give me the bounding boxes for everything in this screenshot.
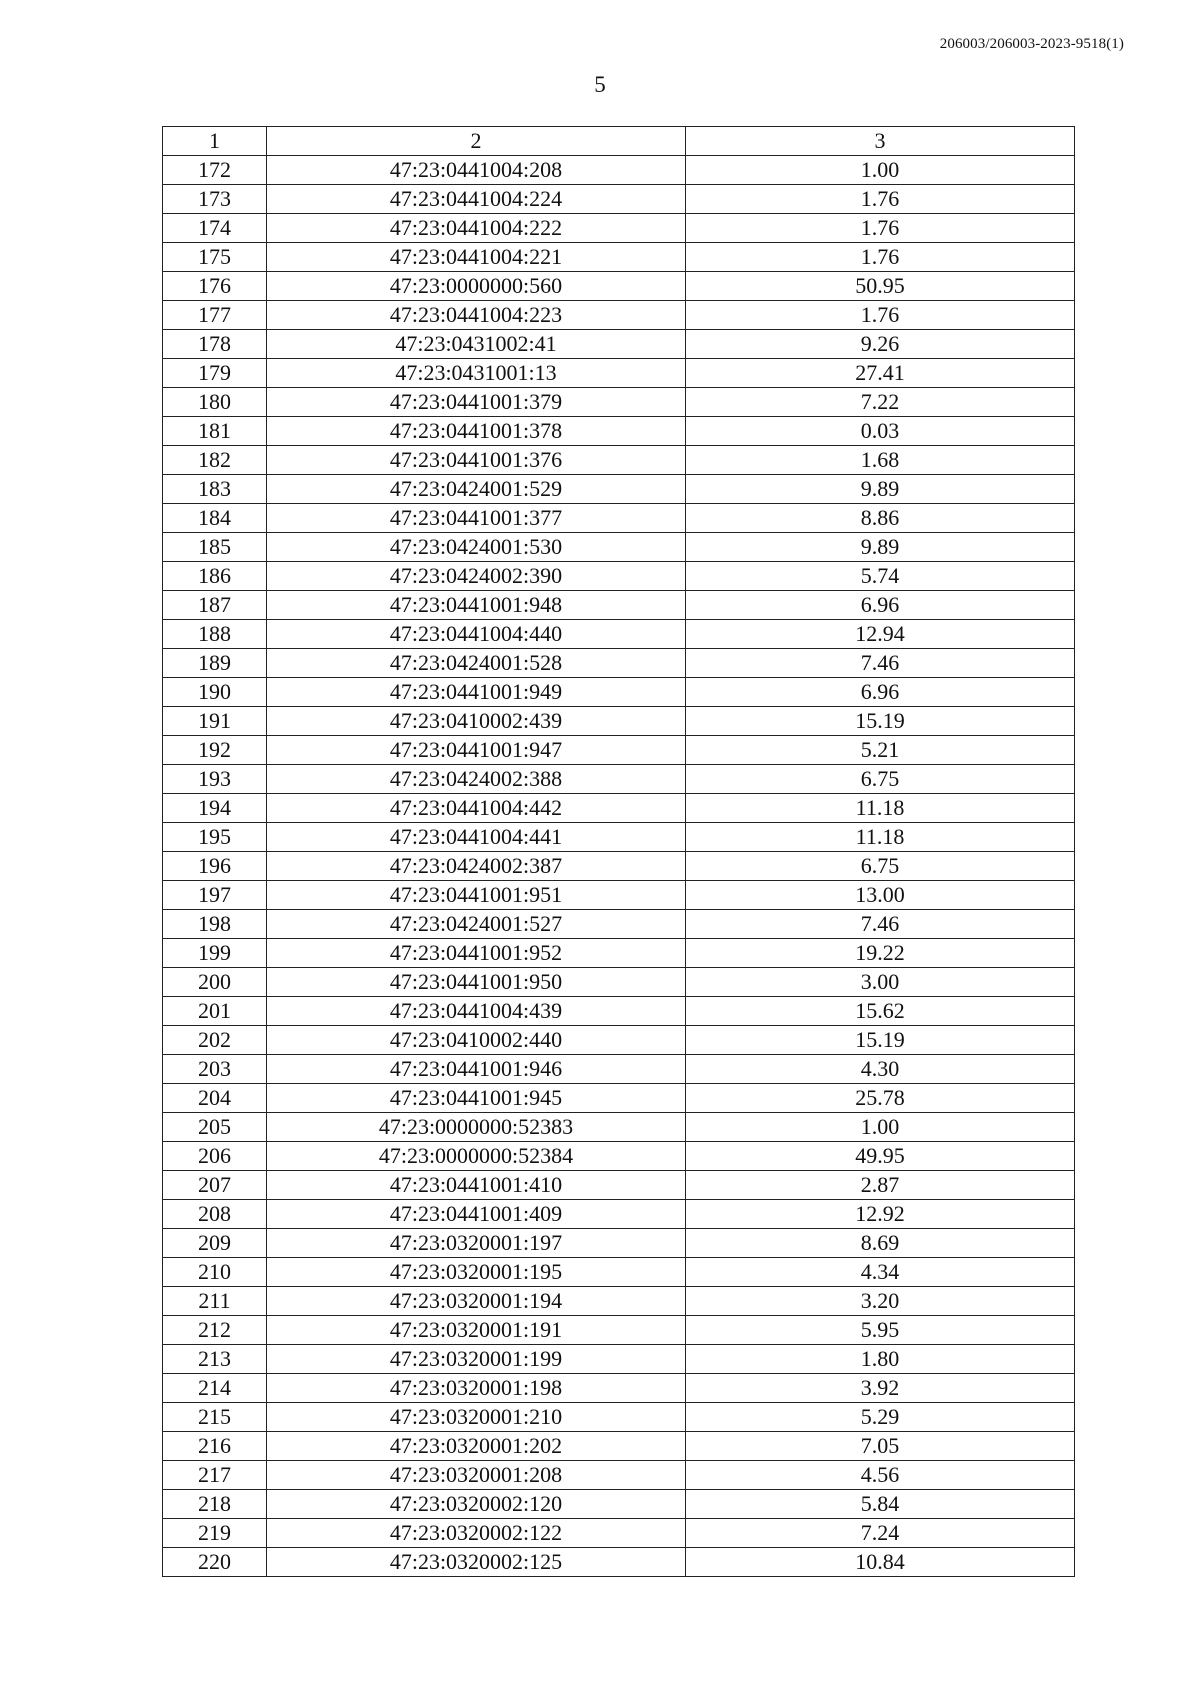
row-number-cell: 189 [163, 649, 267, 678]
row-number-cell: 195 [163, 823, 267, 852]
cadastral-number-cell: 47:23:0424002:387 [267, 852, 686, 881]
row-number-cell: 191 [163, 707, 267, 736]
row-number-cell: 188 [163, 620, 267, 649]
value-cell: 1.00 [686, 156, 1075, 185]
table-row [163, 852, 1075, 881]
value-cell: 3.20 [686, 1287, 1075, 1316]
cadastral-number-cell: 47:23:0441001:377 [267, 504, 686, 533]
cadastral-number-cell: 47:23:0441004:440 [267, 620, 686, 649]
row-number-cell: 216 [163, 1432, 267, 1461]
value-cell: 5.21 [686, 736, 1075, 765]
table-row [163, 1519, 1075, 1548]
value-cell: 5.95 [686, 1316, 1075, 1345]
table-row [163, 997, 1075, 1026]
table-row [163, 156, 1075, 185]
row-number-cell: 187 [163, 591, 267, 620]
cadastral-number-cell: 47:23:0441004:222 [267, 214, 686, 243]
cadastral-number-cell: 47:23:0424002:388 [267, 765, 686, 794]
table-row [163, 1345, 1075, 1374]
value-cell: 11.18 [686, 823, 1075, 852]
table-row [163, 620, 1075, 649]
table-row [163, 736, 1075, 765]
value-cell: 0.03 [686, 417, 1075, 446]
header-row [163, 127, 1075, 156]
value-cell: 8.86 [686, 504, 1075, 533]
table-row [163, 1171, 1075, 1200]
table-row [163, 823, 1075, 852]
cadastral-number-cell: 47:23:0410002:439 [267, 707, 686, 736]
table-row [163, 1026, 1075, 1055]
row-number-cell: 205 [163, 1113, 267, 1142]
value-cell: 1.68 [686, 446, 1075, 475]
row-number-cell: 180 [163, 388, 267, 417]
row-number-cell: 183 [163, 475, 267, 504]
cadastral-number-cell: 47:23:0424001:527 [267, 910, 686, 939]
value-cell: 49.95 [686, 1142, 1075, 1171]
table-row [163, 1461, 1075, 1490]
table-header [163, 127, 1075, 156]
row-number-cell: 186 [163, 562, 267, 591]
value-cell: 6.75 [686, 765, 1075, 794]
cadastral-number-cell: 47:23:0441001:379 [267, 388, 686, 417]
value-cell: 5.74 [686, 562, 1075, 591]
row-number-cell: 184 [163, 504, 267, 533]
table-row [163, 446, 1075, 475]
row-number-cell: 219 [163, 1519, 267, 1548]
page-number: 5 [594, 72, 606, 97]
column-header-2: 2 [267, 127, 686, 156]
cadastral-number-cell: 47:23:0441004:223 [267, 301, 686, 330]
row-number-cell: 193 [163, 765, 267, 794]
row-number-cell: 190 [163, 678, 267, 707]
table-row [163, 475, 1075, 504]
cadastral-number-cell: 47:23:0441001:947 [267, 736, 686, 765]
table-row [163, 591, 1075, 620]
value-cell: 1.76 [686, 301, 1075, 330]
row-number-cell: 207 [163, 1171, 267, 1200]
value-cell: 7.22 [686, 388, 1075, 417]
row-number-cell: 214 [163, 1374, 267, 1403]
cadastral-number-cell: 47:23:0000000:52384 [267, 1142, 686, 1171]
column-header-3: 3 [686, 127, 1075, 156]
value-cell: 13.00 [686, 881, 1075, 910]
value-cell: 7.46 [686, 649, 1075, 678]
cadastral-number-cell: 47:23:0441004:441 [267, 823, 686, 852]
value-cell: 4.34 [686, 1258, 1075, 1287]
cadastral-number-cell: 47:23:0424001:530 [267, 533, 686, 562]
row-number-cell: 198 [163, 910, 267, 939]
row-number-cell: 212 [163, 1316, 267, 1345]
cadastral-number-cell: 47:23:0320002:120 [267, 1490, 686, 1519]
table-row [163, 359, 1075, 388]
value-cell: 10.84 [686, 1548, 1075, 1577]
table-row [163, 1229, 1075, 1258]
value-cell: 5.29 [686, 1403, 1075, 1432]
row-number-cell: 220 [163, 1548, 267, 1577]
value-cell: 1.76 [686, 185, 1075, 214]
value-cell: 9.89 [686, 533, 1075, 562]
cadastral-number-cell: 47:23:0441004:439 [267, 997, 686, 1026]
row-number-cell: 215 [163, 1403, 267, 1432]
table-row [163, 1548, 1075, 1577]
row-number-cell: 202 [163, 1026, 267, 1055]
value-cell: 3.92 [686, 1374, 1075, 1403]
cadastral-table [162, 126, 1075, 1577]
row-number-cell: 203 [163, 1055, 267, 1084]
cadastral-number-cell: 47:23:0441001:409 [267, 1200, 686, 1229]
row-number-cell: 194 [163, 794, 267, 823]
table-row [163, 417, 1075, 446]
table-body [163, 156, 1075, 1577]
row-number-cell: 199 [163, 939, 267, 968]
value-cell: 15.19 [686, 707, 1075, 736]
value-cell: 9.89 [686, 475, 1075, 504]
cadastral-number-cell: 47:23:0431002:41 [267, 330, 686, 359]
row-number-cell: 200 [163, 968, 267, 997]
table-row [163, 330, 1075, 359]
table-row [163, 388, 1075, 417]
table-row [163, 272, 1075, 301]
table-row [163, 1200, 1075, 1229]
table-row [163, 1316, 1075, 1345]
cadastral-number-cell: 47:23:0441001:949 [267, 678, 686, 707]
cadastral-number-cell: 47:23:0441004:221 [267, 243, 686, 272]
cadastral-number-cell: 47:23:0320001:199 [267, 1345, 686, 1374]
row-number-cell: 213 [163, 1345, 267, 1374]
table-row [163, 1287, 1075, 1316]
table-row [163, 1403, 1075, 1432]
value-cell: 15.62 [686, 997, 1075, 1026]
table-row [163, 649, 1075, 678]
value-cell: 15.19 [686, 1026, 1075, 1055]
table-row [163, 1055, 1075, 1084]
table-row [163, 504, 1075, 533]
value-cell: 8.69 [686, 1229, 1075, 1258]
row-number-cell: 175 [163, 243, 267, 272]
cadastral-number-cell: 47:23:0441001:378 [267, 417, 686, 446]
cadastral-number-cell: 47:23:0320001:198 [267, 1374, 686, 1403]
table-row [163, 881, 1075, 910]
value-cell: 12.94 [686, 620, 1075, 649]
cadastral-number-cell: 47:23:0441001:948 [267, 591, 686, 620]
row-number-cell: 209 [163, 1229, 267, 1258]
cadastral-number-cell: 47:23:0320001:191 [267, 1316, 686, 1345]
cadastral-number-cell: 47:23:0320002:122 [267, 1519, 686, 1548]
cadastral-number-cell: 47:23:0000000:560 [267, 272, 686, 301]
row-number-cell: 176 [163, 272, 267, 301]
row-number-cell: 182 [163, 446, 267, 475]
table-row [163, 1258, 1075, 1287]
cadastral-number-cell: 47:23:0320001:195 [267, 1258, 686, 1287]
table-row [163, 562, 1075, 591]
value-cell: 6.75 [686, 852, 1075, 881]
value-cell: 5.84 [686, 1490, 1075, 1519]
table-row [163, 939, 1075, 968]
cadastral-number-cell: 47:23:0441001:951 [267, 881, 686, 910]
value-cell: 7.05 [686, 1432, 1075, 1461]
value-cell: 2.87 [686, 1171, 1075, 1200]
value-cell: 12.92 [686, 1200, 1075, 1229]
value-cell: 25.78 [686, 1084, 1075, 1113]
row-number-cell: 204 [163, 1084, 267, 1113]
cadastral-number-cell: 47:23:0320002:125 [267, 1548, 686, 1577]
table-row [163, 214, 1075, 243]
value-cell: 7.24 [686, 1519, 1075, 1548]
row-number-cell: 206 [163, 1142, 267, 1171]
row-number-cell: 218 [163, 1490, 267, 1519]
row-number-cell: 208 [163, 1200, 267, 1229]
cadastral-number-cell: 47:23:0441004:208 [267, 156, 686, 185]
table-row [163, 1142, 1075, 1171]
table-row [163, 765, 1075, 794]
cadastral-number-cell: 47:23:0441001:945 [267, 1084, 686, 1113]
row-number-cell: 201 [163, 997, 267, 1026]
row-number-cell: 174 [163, 214, 267, 243]
cadastral-number-cell: 47:23:0424001:529 [267, 475, 686, 504]
value-cell: 7.46 [686, 910, 1075, 939]
table-row [163, 243, 1075, 272]
row-number-cell: 172 [163, 156, 267, 185]
table-row [163, 1113, 1075, 1142]
value-cell: 4.30 [686, 1055, 1075, 1084]
cadastral-number-cell: 47:23:0441001:946 [267, 1055, 686, 1084]
cadastral-number-cell: 47:23:0441001:950 [267, 968, 686, 997]
table-row [163, 1432, 1075, 1461]
row-number-cell: 181 [163, 417, 267, 446]
table-row [163, 1490, 1075, 1519]
document-reference: 206003/206003-2023-9518(1) [939, 36, 1124, 52]
cadastral-number-cell: 47:23:0320001:197 [267, 1229, 686, 1258]
value-cell: 19.22 [686, 939, 1075, 968]
row-number-cell: 192 [163, 736, 267, 765]
value-cell: 4.56 [686, 1461, 1075, 1490]
cadastral-number-cell: 47:23:0410002:440 [267, 1026, 686, 1055]
column-header-1: 1 [163, 127, 267, 156]
table-row [163, 910, 1075, 939]
row-number-cell: 177 [163, 301, 267, 330]
value-cell: 9.26 [686, 330, 1075, 359]
value-cell: 6.96 [686, 678, 1075, 707]
value-cell: 1.00 [686, 1113, 1075, 1142]
value-cell: 1.76 [686, 243, 1075, 272]
row-number-cell: 173 [163, 185, 267, 214]
row-number-cell: 178 [163, 330, 267, 359]
value-cell: 6.96 [686, 591, 1075, 620]
table-row [163, 301, 1075, 330]
table-row [163, 678, 1075, 707]
cadastral-number-cell: 47:23:0424002:390 [267, 562, 686, 591]
table-row [163, 185, 1075, 214]
row-number-cell: 210 [163, 1258, 267, 1287]
cadastral-number-cell: 47:23:0320001:210 [267, 1403, 686, 1432]
cadastral-number-cell: 47:23:0320001:208 [267, 1461, 686, 1490]
cadastral-number-cell: 47:23:0000000:52383 [267, 1113, 686, 1142]
cadastral-number-cell: 47:23:0441001:376 [267, 446, 686, 475]
value-cell: 11.18 [686, 794, 1075, 823]
row-number-cell: 185 [163, 533, 267, 562]
value-cell: 27.41 [686, 359, 1075, 388]
cadastral-number-cell: 47:23:0441004:442 [267, 794, 686, 823]
row-number-cell: 197 [163, 881, 267, 910]
cadastral-number-cell: 47:23:0431001:13 [267, 359, 686, 388]
value-cell: 1.80 [686, 1345, 1075, 1374]
cadastral-number-cell: 47:23:0441001:952 [267, 939, 686, 968]
cadastral-number-cell: 47:23:0424001:528 [267, 649, 686, 678]
table-row [163, 533, 1075, 562]
value-cell: 1.76 [686, 214, 1075, 243]
value-cell: 3.00 [686, 968, 1075, 997]
table-row [163, 794, 1075, 823]
table-row [163, 707, 1075, 736]
table-row [163, 1374, 1075, 1403]
cadastral-number-cell: 47:23:0320001:202 [267, 1432, 686, 1461]
row-number-cell: 217 [163, 1461, 267, 1490]
row-number-cell: 179 [163, 359, 267, 388]
table-row [163, 1084, 1075, 1113]
row-number-cell: 211 [163, 1287, 267, 1316]
cadastral-number-cell: 47:23:0320001:194 [267, 1287, 686, 1316]
cadastral-number-cell: 47:23:0441001:410 [267, 1171, 686, 1200]
cadastral-number-cell: 47:23:0441004:224 [267, 185, 686, 214]
row-number-cell: 196 [163, 852, 267, 881]
table-row [163, 968, 1075, 997]
value-cell: 50.95 [686, 272, 1075, 301]
